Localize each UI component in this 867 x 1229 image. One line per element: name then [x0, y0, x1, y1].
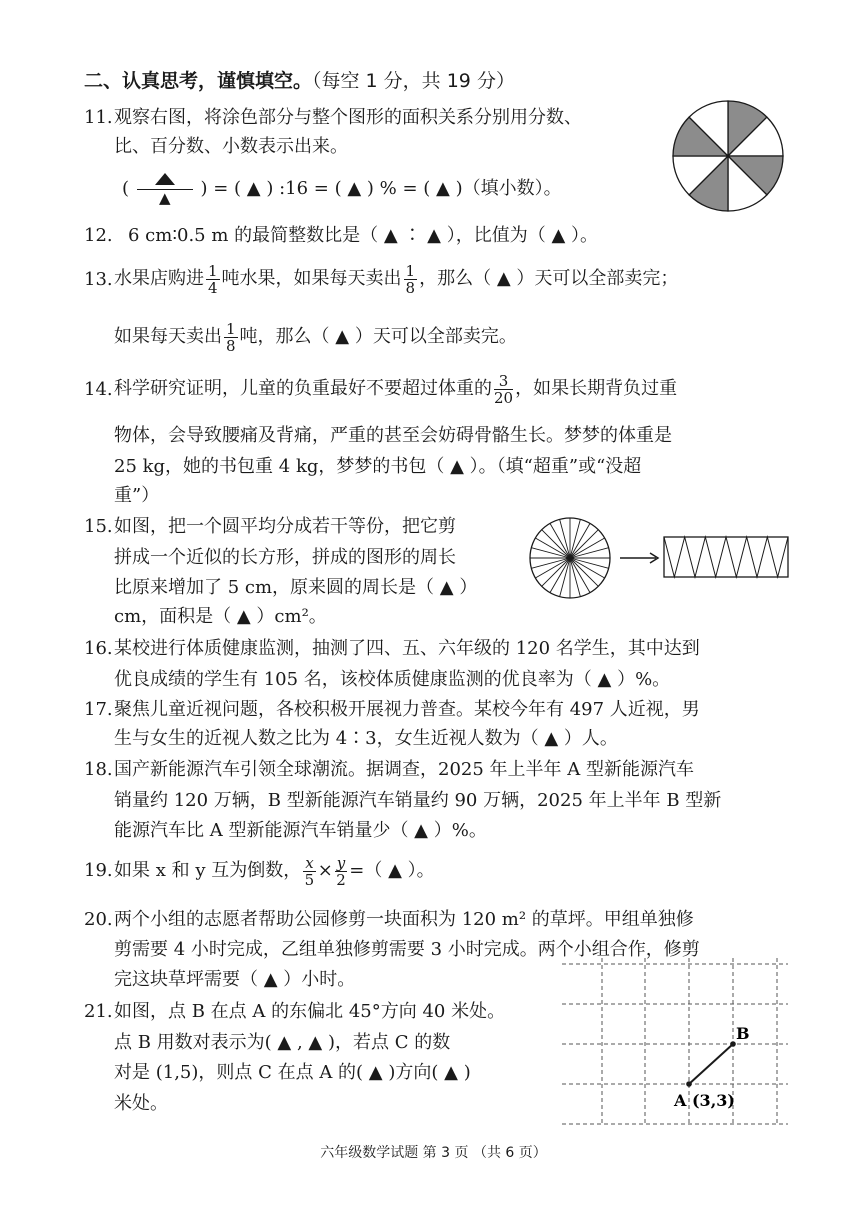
q21-line-4: 米处。	[114, 1093, 168, 1114]
q18-line-1: 国产新能源汽车引领全球潮流。据调查，2025 年上半年 A 型新能源汽车	[114, 759, 694, 780]
q14-line-2: 物体，会导致腰痛及背痛，严重的甚至会妨碍骨骼生长。梦梦的体重是	[114, 425, 672, 446]
question-number: 18.	[84, 759, 113, 780]
q16-line-2: 优良成绩的学生有 105 名，该校体质健康监测的优良率为（ ▲ ）%。	[114, 669, 671, 690]
q19-text-b: =（ ▲ ）。	[349, 860, 435, 881]
q19-frac-1	[303, 855, 315, 888]
frac-den: 4	[208, 278, 218, 297]
frac-den: 8	[226, 336, 236, 355]
frac-num: 1	[226, 319, 236, 338]
q11-paren: (	[122, 178, 130, 199]
segment-ab	[689, 1044, 733, 1084]
arrow-right-icon	[618, 548, 662, 568]
section-title	[84, 66, 515, 93]
q13-text-d: 如果每天卖出	[114, 326, 222, 347]
q20-line-1: 两个小组的志愿者帮助公园修剪一块面积为 120 m² 的草坪。甲组单独修	[114, 909, 694, 930]
q11-fraction	[137, 172, 193, 206]
frac-den: 5	[304, 870, 315, 889]
frac-num: x	[305, 853, 314, 872]
question-number: 20.	[84, 909, 113, 930]
q20-line-3: 完这块草坪需要（ ▲ ）小时。	[114, 969, 356, 990]
question-number: 15.	[84, 516, 113, 537]
obscured-triangle-icon	[145, 172, 185, 186]
q14-text-b: ，如果长期背负过重	[515, 378, 678, 399]
q19-text-a: 如果 x 和 y 互为倒数，	[114, 860, 302, 881]
frac-num: y	[336, 853, 346, 872]
point-b	[730, 1041, 736, 1047]
frac-num: 1	[405, 261, 416, 280]
frac-den: 20	[494, 388, 514, 407]
q15-line-1: 如图，把一个圆平均分成若干等份，把它剪	[114, 516, 456, 537]
q19-frac-2	[335, 855, 347, 888]
q13-text-a: 水果店购进	[114, 268, 204, 289]
q14-text-a: 科学研究证明，儿童的负重最好不要超过体重的	[114, 378, 492, 399]
frac-num: 1	[208, 261, 218, 280]
q13-line-1	[114, 255, 678, 303]
shaded-pie-figure	[670, 98, 786, 214]
q18-line-2: 销量约 120 万辆，B 型新能源汽车销量约 90 万辆，2025 年上半年 B 型新	[114, 790, 722, 811]
frac-num: 3	[494, 373, 513, 390]
q16-line-1: 某校进行体质健康监测，抽测了四、五、六年级的 120 名学生，其中达到	[114, 638, 700, 659]
q21-line-2: 点 B 用数对表示为( ▲ , ▲ )，若点 C 的数	[114, 1032, 451, 1053]
q17-line-1: 聚焦儿童近视问题，各校积极开展视力普查。某校今年有 497 人近视，男	[114, 699, 700, 720]
q11-blanks: ) = ( ▲ ) :16 = ( ▲ ) % = ( ▲ )（填小数）。	[200, 178, 562, 199]
q13-frac-1	[206, 263, 220, 296]
q15-line-3: 比原来增加了 5 cm，原来圆的周长是（ ▲ ）	[114, 577, 478, 598]
question-number: 14.	[84, 379, 113, 400]
q17-line-2: 生与女生的近视人数之比为 4∶3，女生近视人数为（ ▲ ）人。	[114, 728, 618, 749]
q14-line-4: 重”）	[114, 485, 160, 506]
q11-line-1: 观察右图，将涂色部分与整个图形的面积关系分别用分数、	[114, 107, 582, 128]
q21-line-1: 如图，点 B 在点 A 的东偏北 45°方向 40 米处。	[114, 1001, 506, 1022]
question-number: 21.	[84, 1001, 113, 1022]
q11-frac-den: ▲	[158, 189, 171, 207]
question-number: 11.	[84, 107, 113, 128]
q15-line-4: cm，面积是（ ▲ ）cm²。	[114, 606, 327, 627]
question-number: 13.	[84, 269, 113, 290]
q11-line-2: 比、百分数、小数表示出来。	[114, 136, 348, 157]
frac-den: 8	[405, 278, 416, 297]
section-title-text: 二、认真思考，谨慎填空。	[84, 70, 313, 92]
label-a: A (3,3)	[674, 1091, 735, 1110]
coordinate-grid-figure	[562, 958, 788, 1128]
section-points: （每空 1 分，共 19 分）	[312, 70, 515, 92]
q11-frac-num	[137, 172, 193, 190]
divided-circle-figure	[528, 516, 612, 600]
q11-line-3	[122, 172, 562, 206]
q13-text-b: 吨水果，如果每天卖出	[221, 268, 402, 289]
q14-frac	[494, 373, 513, 406]
question-number: 16.	[84, 638, 113, 659]
q15-line-2: 拼成一个近似的长方形，拼成的图形的周长	[114, 547, 456, 568]
q13-text-c: ，那么（ ▲ ）天可以全部卖完；	[419, 268, 679, 289]
q14-line-3: 25 kg，她的书包重 4 kg，梦梦的书包（ ▲ ）。（填“超重”或“没超	[114, 456, 642, 477]
frac-den: 2	[336, 870, 346, 889]
q14-line-1	[114, 365, 677, 413]
question-number: 17.	[84, 699, 113, 720]
q12-text: 6 cm∶0.5 m 的最简整数比是（ ▲ ∶ ▲ ），比值为（ ▲ ）。	[128, 225, 599, 246]
q18-line-3: 能源汽车比 A 型新能源汽车销量少（ ▲ ）%。	[114, 820, 487, 841]
point-a	[686, 1081, 692, 1087]
q13-frac-2	[404, 263, 418, 296]
q13-text-e: 吨，那么（ ▲ ）天可以全部卖完。	[239, 326, 517, 347]
q13-line-2	[114, 313, 517, 361]
rect-outline	[664, 537, 788, 577]
approx-rectangle-figure	[662, 535, 790, 579]
label-b: B	[736, 1024, 750, 1043]
q13-frac-3	[224, 321, 238, 354]
question-number: 19.	[84, 860, 113, 881]
q19-line	[114, 847, 435, 895]
question-number: 12.	[84, 225, 113, 246]
page-footer: 六年级数学试题 第 3 页 （共 6 页）	[320, 1145, 547, 1161]
q20-line-2: 剪需要 4 小时完成，乙组单独修剪需要 3 小时完成。两个小组合作，修剪	[114, 939, 700, 960]
times-sign: ×	[317, 860, 333, 881]
q21-line-3: 对是 (1,5)，则点 C 在点 A 的( ▲ )方向( ▲ )	[114, 1062, 471, 1083]
